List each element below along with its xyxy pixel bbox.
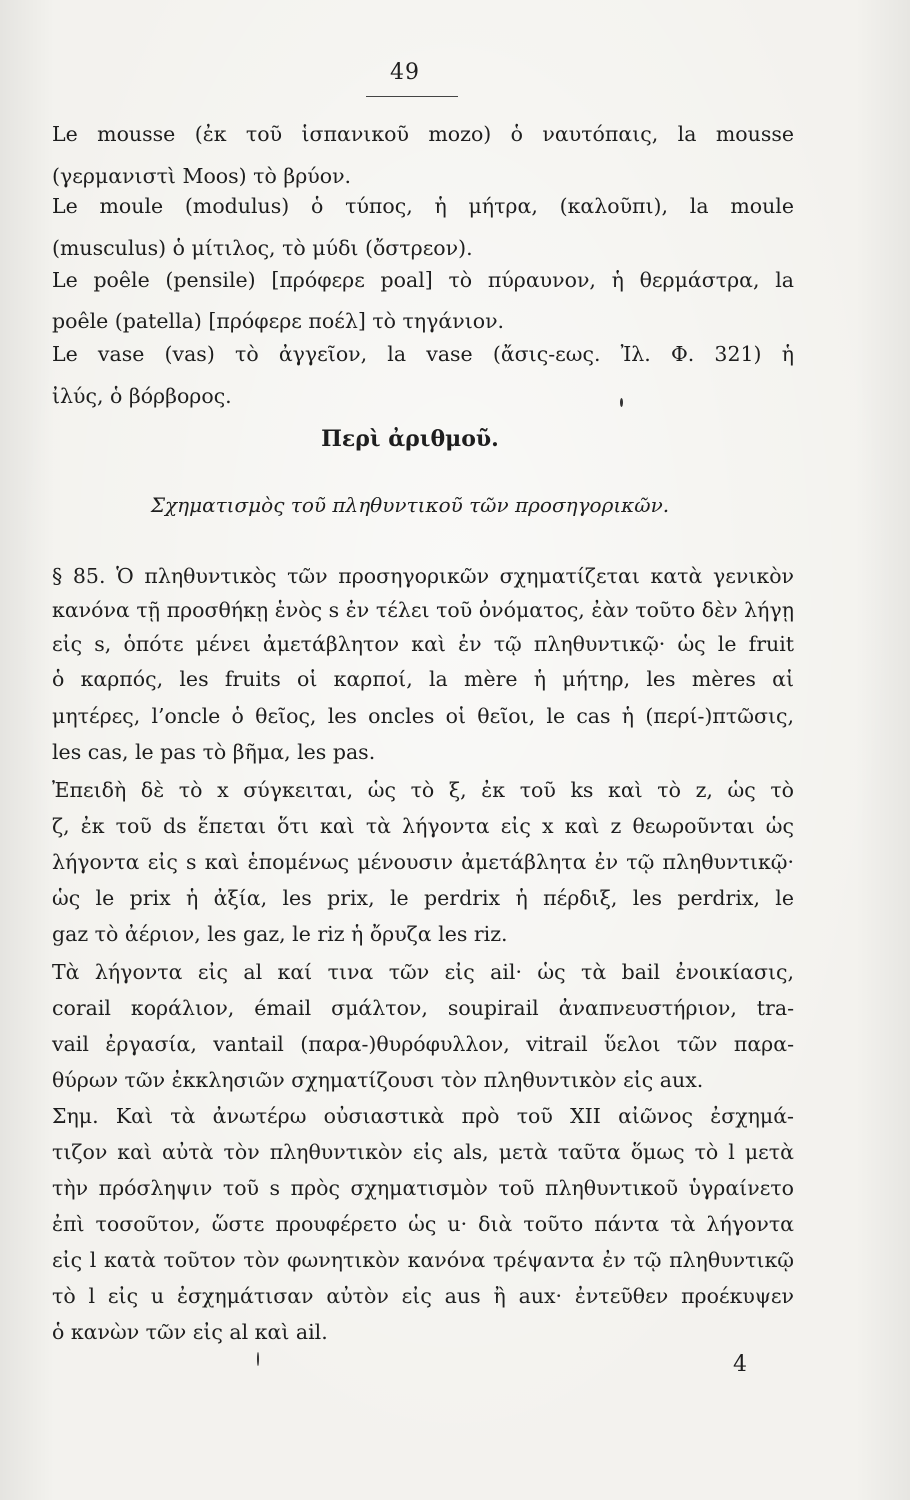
text-line: Σημ. Καὶ τὰ ἀνωτέρω οὐσιαστικὰ πρὸ τοῦ XII αἰῶνος ἐσχημά-: [52, 1104, 794, 1128]
text-line: τὸ l εἰς u ἐσχημάτισαν αὐτὸν εἰς aus ἢ aux· ἐντεῦθεν προέκυψεν: [52, 1284, 794, 1308]
text-line: § 85. Ὁ πληθυντικὸς τῶν προσηγορικῶν σχηματίζεται κατὰ γενικὸν: [52, 564, 794, 588]
text-line: μητέρες, l’oncle ὁ θεῖος, les oncles οἱ θεῖοι, le cas ἡ (περί-)πτῶσις,: [52, 704, 794, 728]
section-subheading: Σχηματισμὸς τοῦ πληθυντικοῦ τῶν προσηγορικῶν.: [150, 493, 670, 517]
text-line: θύρων τῶν ἐκκλησιῶν σχηματίζουσι τὸν πληθυντικὸν εἰς aux.: [52, 1068, 704, 1092]
text-line: ὡς le prix ἡ ἀξία, les prix, le perdrix ἡ πέρδιξ, les perdrix, le: [52, 886, 794, 910]
text-line: τὴν πρόσληψιν τοῦ s πρὸς σχηματισμὸν τοῦ πληθυντικοῦ ὑγραίνετο: [52, 1176, 794, 1200]
text-line: (musculus) ὁ μίτιλος, τὸ μύδι (ὄστρεον).: [52, 236, 473, 260]
text-line: Ἐπειδὴ δὲ τὸ x σύγκειται, ὡς τὸ ξ, ἐκ τοῦ ks καὶ τὸ z, ὡς τὸ: [52, 778, 794, 802]
text-line: ὁ κανὼν τῶν εἰς al καὶ ail.: [52, 1320, 328, 1344]
header-rule: [366, 96, 458, 97]
text-line: Τὰ λήγοντα εἰς al καί τινα τῶν εἰς ail· ὡς τὰ bail ἐνοικίασις,: [52, 960, 794, 984]
ink-speck: [620, 398, 623, 407]
text-line: Le moule (modulus) ὁ τύπος, ἡ μήτρα, (καλοῦπι), la moule: [52, 194, 794, 218]
text-line: Le vase (vas) τὸ ἀγγεῖον, la vase (ἄσις-εως. Ἰλ. Φ. 321) ἡ: [52, 342, 794, 366]
section-heading: Περὶ ἀριθμοῦ.: [321, 426, 499, 452]
text-line: ἐπὶ τοσοῦτον, ὥστε προυφέρετο ὡς u· διὰ τοῦτο πάντα τὰ λήγοντα: [52, 1212, 794, 1236]
text-line: κανόνα τῇ προσθήκῃ ἑνὸς s ἐν τέλει τοῦ ὀνόματος, ἐὰν τοῦτο δὲν λήγῃ: [52, 598, 794, 622]
text-line: Le mousse (ἐκ τοῦ ἱσπανικοῦ mozo) ὁ ναυτόπαις, la mousse: [52, 122, 794, 146]
page-number: 49: [390, 60, 420, 85]
text-line: poêle (patella) [πρόφερε ποέλ] τὸ τηγάνιον.: [52, 309, 505, 333]
text-line: vail ἐργασία, vantail (παρα-)θυρόφυλλον, vitrail ὕελοι τῶν παρα-: [52, 1032, 794, 1056]
text-line: (γερμανιστὶ Moos) τὸ βρύον.: [52, 164, 352, 188]
text-line: ὁ καρπός, les fruits οἱ καρποί, la mère ἡ μήτηρ, les mères αἱ: [52, 667, 794, 691]
text-line: ζ, ἐκ τοῦ ds ἕπεται ὅτι καὶ τὰ λήγοντα εἰς x καὶ z θεωροῦνται ὡς: [52, 814, 794, 838]
text-line: les cas, le pas τὸ βῆμα, les pas.: [52, 740, 376, 764]
text-line: ἰλύς, ὁ βόρβορος.: [52, 384, 232, 408]
text-line: εἰς l κατὰ τοῦτον τὸν φωνητικὸν κανόνα τρέψαντα ἐν τῷ πληθυντικῷ: [52, 1248, 794, 1272]
text-line: gaz τὸ ἀέριον, les gaz, le riz ἡ ὄρυζα les riz.: [52, 922, 508, 946]
text-line: Le poêle (pensile) [πρόφερε poal] τὸ πύραυνον, ἡ θερμάστρα, la: [52, 268, 794, 292]
text-line: corail κοράλιον, émail σμάλτον, soupirail ἀναπνευστήριον, tra-: [52, 996, 794, 1020]
ink-speck: [257, 1352, 259, 1366]
text-line: τιζον καὶ αὐτὰ τὸν πληθυντικὸν εἰς als, μετὰ ταῦτα ὅμως τὸ l μετὰ: [52, 1140, 794, 1164]
text-line: εἰς s, ὁπότε μένει ἀμετάβλητον καὶ ἐν τῷ πληθυντικῷ· ὡς le fruit: [52, 632, 794, 656]
signature-mark: 4: [733, 1352, 747, 1377]
text-line: λήγοντα εἰς s καὶ ἑπομένως μένουσιν ἀμετάβλητα ἐν τῷ πληθυντικῷ·: [52, 850, 794, 874]
